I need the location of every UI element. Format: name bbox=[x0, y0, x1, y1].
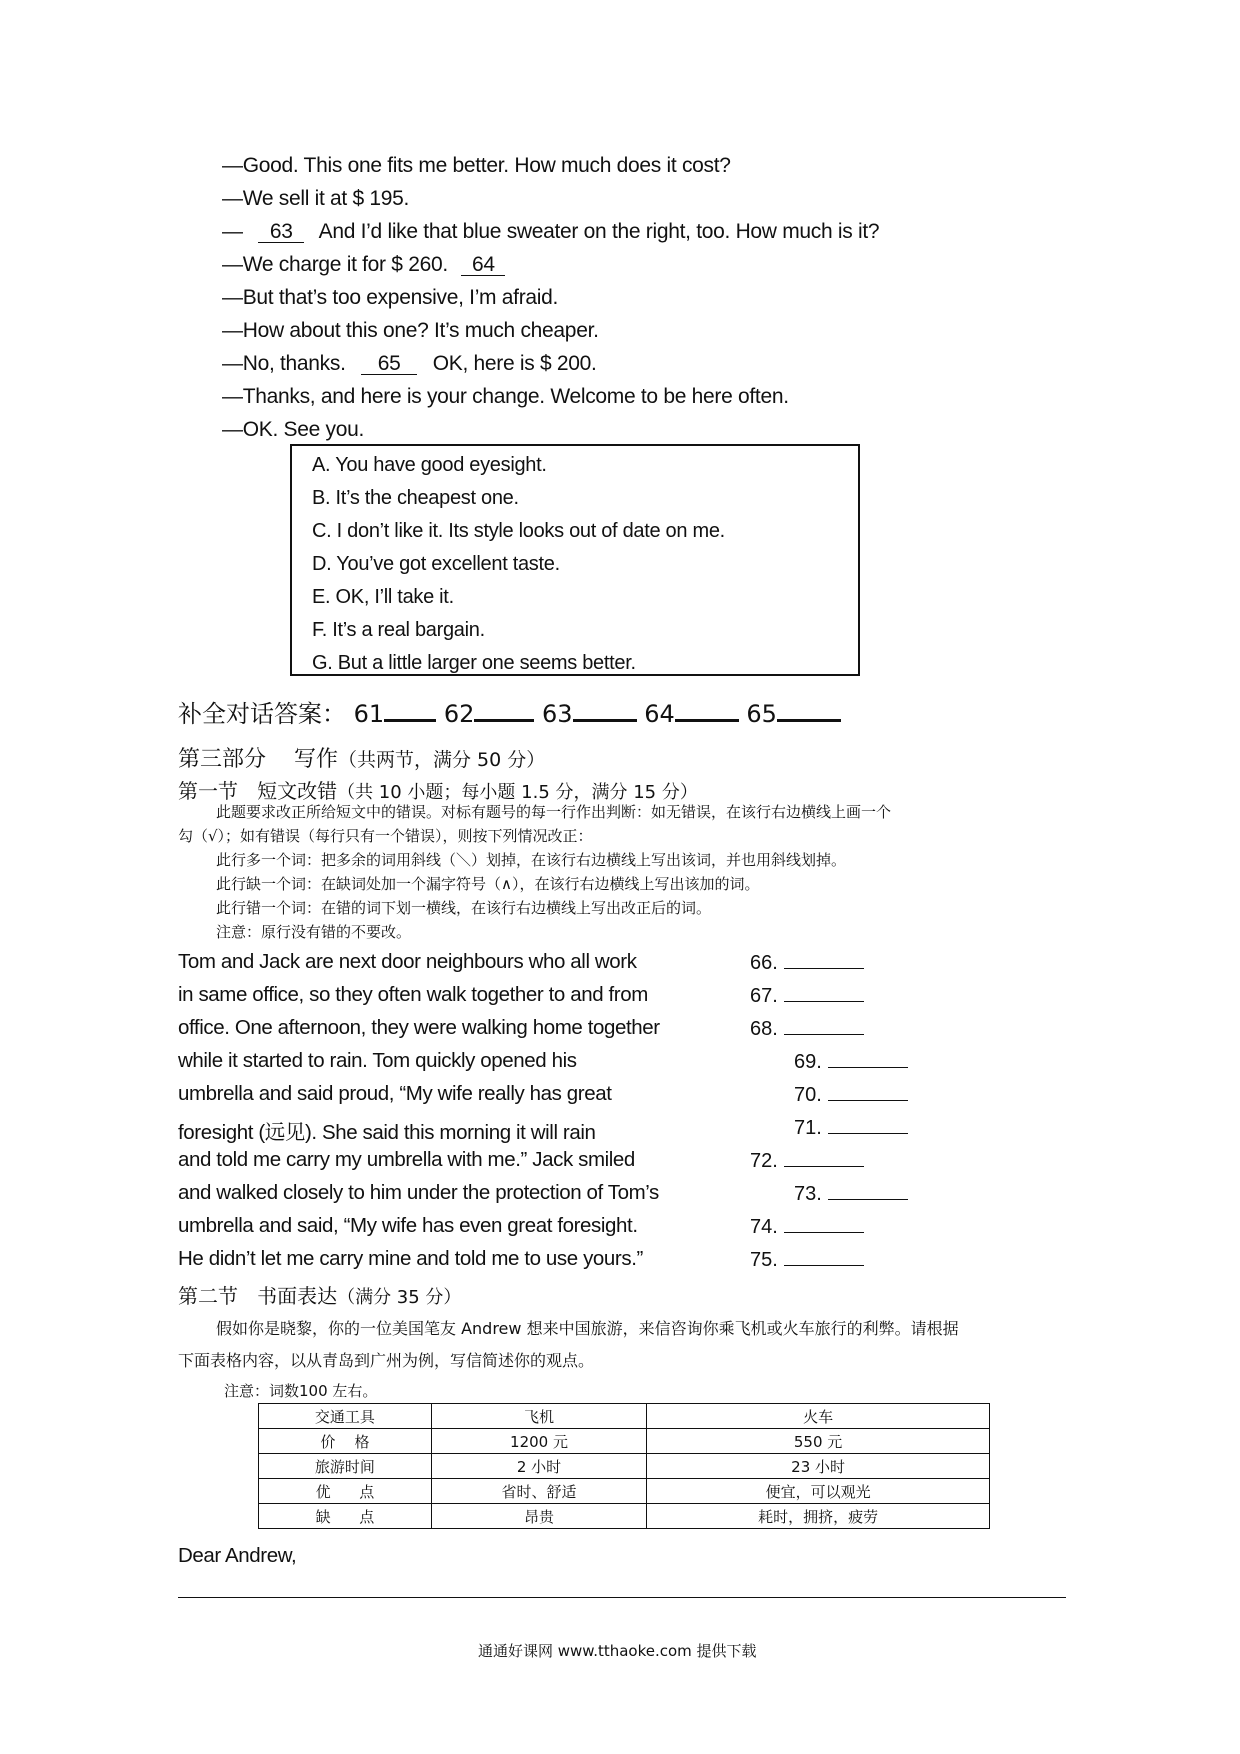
passage-line: umbrella and said, “My wife has even great foresight. bbox=[178, 1214, 638, 1237]
passage-line: Tom and Jack are next door neighbours who all work bbox=[178, 950, 637, 973]
section2-note: （满分 35 分） bbox=[337, 1287, 462, 1308]
correction-field-67[interactable]: 67. bbox=[750, 983, 864, 1008]
dialogue-line: —Thanks, and here is your change. Welcome to be here often. bbox=[222, 385, 789, 408]
option-f: F. It’s a real bargain. bbox=[312, 619, 485, 641]
word-count-note: 注意：词数100 左右。 bbox=[224, 1382, 378, 1400]
instruction-line: 此行多一个词：把多余的词用斜线（＼）划掉，在该行右边横线上写出该词，并也用斜线划掉。 bbox=[216, 851, 847, 869]
section2-subtitle: 书面表达 bbox=[257, 1284, 338, 1308]
option-a: A. You have good eyesight. bbox=[312, 454, 547, 476]
option-c: C. I don’t like it. Its style looks out of date on me. bbox=[312, 520, 725, 542]
table-row bbox=[259, 1479, 990, 1504]
dialogue-text: OK, here is $ 200. bbox=[432, 352, 597, 375]
answer-num-64: 64 bbox=[644, 700, 675, 728]
transport-table bbox=[258, 1403, 990, 1529]
part3-title: 第三部分 bbox=[178, 747, 267, 772]
dialogue-text: —No, thanks. bbox=[222, 352, 352, 375]
option-d: D. You’ve got excellent taste. bbox=[312, 553, 560, 575]
passage-line: He didn’t let me carry mine and told me to use yours.” bbox=[178, 1247, 643, 1270]
correction-field-72[interactable]: 72. bbox=[750, 1148, 864, 1173]
table-row bbox=[259, 1404, 990, 1429]
passage-line: foresight (远见). She said this morning it will rain bbox=[178, 1121, 596, 1144]
table-cell: 旅游时间 bbox=[259, 1454, 432, 1479]
table-row bbox=[259, 1454, 990, 1479]
table-cell: 耗时，拥挤，疲劳 bbox=[647, 1504, 990, 1529]
instruction-line: 此行错一个词：在错的词下划一横线，在该行右边横线上写出改正后的词。 bbox=[216, 899, 712, 917]
correction-field-71[interactable]: 71. bbox=[794, 1115, 908, 1140]
dialogue-line bbox=[222, 220, 879, 244]
option-b: B. It’s the cheapest one. bbox=[312, 487, 519, 509]
dialogue-line: —OK. See you. bbox=[222, 418, 365, 441]
answer-field-62[interactable] bbox=[474, 699, 534, 722]
correction-field-74[interactable]: 74. bbox=[750, 1214, 864, 1239]
passage-line: office. One afternoon, they were walking home together bbox=[178, 1016, 660, 1039]
table-row bbox=[259, 1504, 990, 1529]
correction-field-66[interactable]: 66. bbox=[750, 950, 864, 975]
answer-field-65[interactable] bbox=[777, 699, 841, 722]
dialogue-line bbox=[222, 352, 597, 376]
correction-field-73[interactable]: 73. bbox=[794, 1181, 908, 1206]
section2-title: 第二节 bbox=[178, 1284, 238, 1308]
dialogue-text: —We charge it for $ 260. bbox=[222, 253, 454, 276]
dialogue-line: —But that’s too expensive, I’m afraid. bbox=[222, 286, 559, 309]
answer-blank-63[interactable]: 63 bbox=[258, 221, 304, 243]
writing-prompt-line: 下面表格内容，以从青岛到广州为例，写信简述你的观点。 bbox=[178, 1351, 595, 1370]
section1-title: 第一节 bbox=[178, 779, 238, 803]
section1-note: （共 10 小题；每小题 1.5 分，满分 15 分） bbox=[337, 782, 698, 803]
instruction-line: 注意：原行没有错的不要改。 bbox=[216, 923, 412, 941]
dialogue-line: —How about this one? It’s much cheaper. bbox=[222, 319, 599, 342]
salutation: Dear Andrew, bbox=[178, 1544, 297, 1567]
section1-subtitle: 短文改错 bbox=[257, 779, 338, 803]
correction-field-68[interactable]: 68. bbox=[750, 1016, 864, 1041]
table-cell: 飞机 bbox=[431, 1404, 646, 1429]
table-cell: 省时、舒适 bbox=[431, 1479, 646, 1504]
passage-line: while it started to rain. Tom quickly opened his bbox=[178, 1049, 577, 1072]
dialogue-text: And I’d like that blue sweater on the right, too. How much is it? bbox=[318, 220, 880, 243]
instruction-line: 此题要求改正所给短文中的错误。对标有题号的每一行作出判断：如无错误，在该行右边横线上画一个 bbox=[216, 803, 892, 821]
correction-field-70[interactable]: 70. bbox=[794, 1082, 908, 1107]
instruction-line: 此行缺一个词：在缺词处加一个漏字符号（∧），在该行右边横线上写出该加的词。 bbox=[216, 875, 760, 893]
part3-subtitle: 写作 bbox=[294, 747, 339, 772]
correction-field-69[interactable]: 69. bbox=[794, 1049, 908, 1074]
dialogue-text: — bbox=[222, 220, 249, 243]
table-cell: 交通工具 bbox=[259, 1404, 432, 1429]
part3-heading bbox=[178, 742, 545, 773]
writing-prompt-line: 假如你是晓黎，你的一位美国笔友 Andrew 想来中国旅游，来信咨询你乘飞机或火车旅行的利弊。请根据 bbox=[216, 1319, 959, 1338]
dialogue-line bbox=[222, 253, 505, 277]
table-cell: 23 小时 bbox=[647, 1454, 990, 1479]
table-row bbox=[259, 1429, 990, 1454]
answer-blank-64[interactable]: 64 bbox=[461, 254, 505, 276]
answer-blank-65[interactable]: 65 bbox=[361, 353, 417, 375]
option-g: G. But a little larger one seems better. bbox=[312, 652, 636, 674]
answer-row bbox=[178, 694, 841, 729]
table-cell: 1200 元 bbox=[431, 1429, 646, 1454]
table-cell: 便宜，可以观光 bbox=[647, 1479, 990, 1504]
table-cell: 缺 点 bbox=[259, 1504, 432, 1529]
answer-field-61[interactable] bbox=[384, 699, 436, 722]
answer-field-64[interactable] bbox=[675, 699, 739, 722]
dialogue-line: —Good. This one fits me better. How much does it cost? bbox=[222, 154, 731, 177]
answer-num-62: 62 bbox=[443, 700, 475, 728]
part3-note: （共两节，满分 50 分） bbox=[338, 749, 546, 771]
options-box bbox=[290, 444, 860, 676]
dialogue-line: —We sell it at $ 195. bbox=[222, 187, 410, 210]
passage-line: in same office, so they often walk together to and from bbox=[178, 983, 648, 1006]
answer-num-63: 63 bbox=[542, 700, 573, 728]
correction-field-75[interactable]: 75. bbox=[750, 1247, 864, 1272]
writing-line[interactable] bbox=[178, 1597, 1066, 1598]
table-cell: 2 小时 bbox=[431, 1454, 646, 1479]
section2-heading bbox=[178, 1280, 461, 1309]
table-cell: 昂贵 bbox=[431, 1504, 646, 1529]
answer-row-label: 补全对话答案： bbox=[178, 700, 346, 728]
passage-line: and walked closely to him under the protection of Tom’s bbox=[178, 1181, 659, 1204]
table-cell: 价 格 bbox=[259, 1429, 432, 1454]
instruction-line: 勾（√）；如有错误（每行只有一个错误），则按下列情况改正： bbox=[178, 827, 593, 845]
answer-num-61: 61 bbox=[353, 700, 385, 728]
table-cell: 550 元 bbox=[647, 1429, 990, 1454]
passage-line: umbrella and said proud, “My wife really has great bbox=[178, 1082, 612, 1105]
answer-field-63[interactable] bbox=[573, 699, 637, 722]
answer-num-65: 65 bbox=[746, 700, 777, 728]
table-cell: 优 点 bbox=[259, 1479, 432, 1504]
footer-text: 通通好课网 www.tthaoke.com 提供下载 bbox=[478, 1642, 757, 1660]
table-cell: 火车 bbox=[647, 1404, 990, 1429]
option-e: E. OK, I’ll take it. bbox=[312, 586, 454, 608]
passage-line: and told me carry my umbrella with me.” Jack smiled bbox=[178, 1148, 635, 1171]
